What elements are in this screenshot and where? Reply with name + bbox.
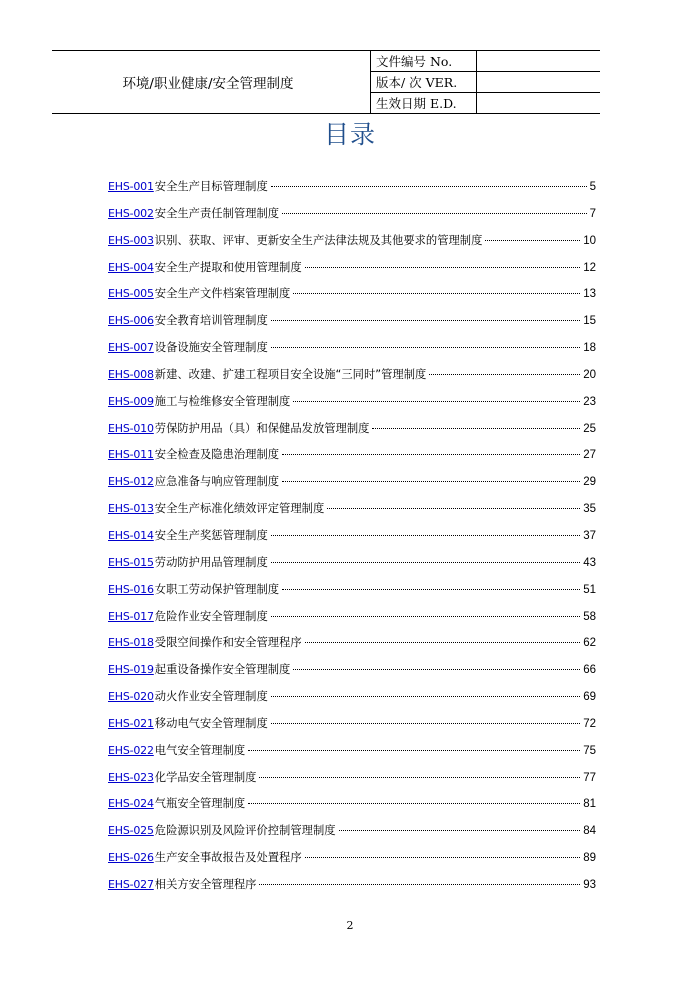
version-row xyxy=(371,72,600,93)
document-number-value xyxy=(477,51,600,71)
toc-dot-leader xyxy=(271,696,580,697)
toc-entry-page: 10 xyxy=(583,234,596,247)
toc-entry-code-link[interactable]: EHS-009 xyxy=(108,394,154,408)
toc-entry xyxy=(108,393,596,420)
toc-entry-title: 安全生产文件档案管理制度 xyxy=(154,287,291,301)
toc-dot-leader xyxy=(282,589,580,590)
toc-entry-title: 安全生产提取和使用管理制度 xyxy=(154,260,302,274)
toc-entry-code-link[interactable]: EHS-003 xyxy=(108,233,154,247)
toc-entry-page: 13 xyxy=(583,288,596,301)
toc-entry-title: 气瓶安全管理制度 xyxy=(154,797,246,811)
toc-dot-leader xyxy=(282,454,580,455)
toc-entry-title: 安全生产标准化绩效评定管理制度 xyxy=(154,502,325,516)
toc-entry-code-link[interactable]: EHS-023 xyxy=(108,770,154,784)
toc-entry-page: 27 xyxy=(583,449,596,462)
toc-entry-code-link[interactable]: EHS-012 xyxy=(108,475,154,489)
toc-entry-page: 66 xyxy=(583,664,596,677)
document-number-row xyxy=(371,51,600,72)
toc-entry-code-link[interactable]: EHS-010 xyxy=(108,421,154,435)
toc-entry-code-link[interactable]: EHS-006 xyxy=(108,314,154,328)
toc-dot-leader xyxy=(282,481,580,482)
toc-entry-page: 81 xyxy=(583,798,596,811)
toc-dot-leader xyxy=(293,401,580,402)
toc-entry-title: 设备设施安全管理制度 xyxy=(154,341,268,355)
toc-entry xyxy=(108,769,596,796)
document-info-table xyxy=(370,51,600,113)
toc-entry xyxy=(108,554,596,581)
toc-dot-leader xyxy=(339,830,581,831)
toc-entry-code-link[interactable]: EHS-018 xyxy=(108,636,154,650)
toc-entry-code-link[interactable]: EHS-024 xyxy=(108,797,154,811)
toc-entry xyxy=(108,661,596,688)
toc-entry xyxy=(108,608,596,635)
toc-entry xyxy=(108,795,596,822)
toc-entry-page: 77 xyxy=(583,771,596,784)
toc-entry-title: 动火作业安全管理制度 xyxy=(154,690,268,704)
toc-entry xyxy=(108,688,596,715)
toc-entry-code-link[interactable]: EHS-015 xyxy=(108,555,154,569)
toc-dot-leader xyxy=(271,723,580,724)
toc-dot-leader xyxy=(293,669,580,670)
toc-entry xyxy=(108,232,596,259)
toc-entry-page: 43 xyxy=(583,556,596,569)
toc-entry-title: 受限空间操作和安全管理程序 xyxy=(154,636,302,650)
toc-entry-page: 7 xyxy=(589,207,596,220)
toc-entry xyxy=(108,849,596,876)
toc-entry xyxy=(108,876,596,903)
toc-entry xyxy=(108,178,596,205)
toc-entry-page: 89 xyxy=(583,852,596,865)
toc-entry-page: 5 xyxy=(589,181,596,193)
toc-dot-leader xyxy=(282,213,587,214)
toc-entry-title: 安全生产责任制管理制度 xyxy=(154,206,280,220)
toc-entry-page: 35 xyxy=(583,503,596,516)
toc-entry-page: 75 xyxy=(583,744,596,757)
toc-entry-code-link[interactable]: EHS-021 xyxy=(108,716,154,730)
toc-dot-leader xyxy=(305,267,581,268)
toc-entry-code-link[interactable]: EHS-007 xyxy=(108,341,154,355)
toc-entry-page: 69 xyxy=(583,691,596,704)
toc-entry-title: 应急准备与响应管理制度 xyxy=(154,475,280,489)
toc-entry-code-link[interactable]: EHS-011 xyxy=(108,448,154,462)
toc-entry-title: 电气安全管理制度 xyxy=(154,743,246,757)
toc-entry-page: 12 xyxy=(583,261,596,274)
toc-dot-leader xyxy=(248,750,580,751)
toc-entry xyxy=(108,420,596,447)
toc-dot-leader xyxy=(259,777,580,778)
toc-entry-code-link[interactable]: EHS-014 xyxy=(108,528,154,542)
toc-entry-code-link[interactable]: EHS-019 xyxy=(108,663,154,677)
toc-entry-title: 移动电气安全管理制度 xyxy=(154,716,268,730)
toc-dot-leader xyxy=(271,347,580,348)
toc-entry xyxy=(108,285,596,312)
toc-entry-title: 安全生产目标管理制度 xyxy=(154,180,268,193)
toc-dot-leader xyxy=(248,803,580,804)
toc-entry-title: 新建、改建、扩建工程项目安全设施“三同时”管理制度 xyxy=(154,367,427,381)
toc-entry-title: 女职工劳动保护管理制度 xyxy=(154,582,280,596)
toc-dot-leader xyxy=(429,374,580,375)
toc-entry-code-link[interactable]: EHS-005 xyxy=(108,287,154,301)
toc-entry xyxy=(108,473,596,500)
page-number: 2 xyxy=(346,919,354,932)
toc-entry-title: 安全生产奖惩管理制度 xyxy=(154,528,268,542)
toc-dot-leader xyxy=(485,240,580,241)
toc-entry xyxy=(108,742,596,769)
toc-entry xyxy=(108,715,596,742)
toc-entry-code-link[interactable]: EHS-013 xyxy=(108,502,154,516)
toc-entry-title: 施工与检维修安全管理制度 xyxy=(154,394,291,408)
toc-heading: 目录 xyxy=(323,120,376,149)
version-label: 版本/ 次 VER. xyxy=(371,72,477,92)
toc-entry xyxy=(108,634,596,661)
toc-entry-title: 识别、获取、评审、更新安全生产法律法规及其他要求的管理制度 xyxy=(154,233,483,247)
toc-dot-leader xyxy=(305,857,581,858)
toc-entry-code-link[interactable]: EHS-008 xyxy=(108,367,154,381)
toc-dot-leader xyxy=(271,320,580,321)
toc-entry-title: 劳动防护用品管理制度 xyxy=(154,555,268,569)
toc-entry-page: 58 xyxy=(583,610,596,623)
toc-entry-title: 危险源识别及风险评价控制管理制度 xyxy=(154,824,336,838)
toc-entry-page: 20 xyxy=(583,368,596,381)
toc-dot-leader xyxy=(305,642,581,643)
toc-entry-title: 劳保防护用品（具）和保健品发放管理制度 xyxy=(154,421,370,435)
toc-dot-leader xyxy=(271,562,580,563)
toc-entry-code-link[interactable]: EHS-022 xyxy=(108,743,154,757)
toc-dot-leader xyxy=(271,535,580,536)
toc-entry-page: 29 xyxy=(583,476,596,489)
toc-entry xyxy=(108,446,596,473)
toc-entry-page: 25 xyxy=(583,422,596,435)
toc-dot-leader xyxy=(293,293,580,294)
effective-date-value xyxy=(477,93,600,113)
toc-entry xyxy=(108,366,596,393)
toc-entry-page: 37 xyxy=(583,529,596,542)
toc-entry xyxy=(108,312,596,339)
toc-entry-code-link[interactable]: EHS-016 xyxy=(108,582,154,596)
toc-entry-code-link[interactable]: EHS-020 xyxy=(108,690,154,704)
toc-entry-code-link[interactable]: EHS-004 xyxy=(108,260,154,274)
toc-entry-page: 84 xyxy=(583,825,596,838)
toc-entry-title: 危险作业安全管理制度 xyxy=(154,609,268,623)
toc-entry-code-link[interactable]: EHS-026 xyxy=(108,851,154,865)
toc-entry xyxy=(108,339,596,366)
toc-entry-code-link[interactable]: EHS-001 xyxy=(108,180,154,193)
toc-entry-page: 62 xyxy=(583,637,596,650)
toc-dot-leader xyxy=(271,616,580,617)
toc-entry xyxy=(108,527,596,554)
header-title: 环境/职业健康/安全管理制度 xyxy=(122,76,294,92)
toc-entry-code-link[interactable]: EHS-002 xyxy=(108,206,154,220)
document-header xyxy=(52,50,600,114)
effective-date-row xyxy=(371,93,600,113)
toc-dot-leader xyxy=(327,508,580,509)
toc-dot-leader xyxy=(271,186,587,187)
toc-entry-title: 生产安全事故报告及处置程序 xyxy=(154,851,302,865)
toc-entry-page: 72 xyxy=(583,717,596,730)
toc-entry-title: 安全检查及隐患治理制度 xyxy=(154,448,280,462)
toc-entry xyxy=(108,581,596,608)
toc-dot-leader xyxy=(259,884,580,885)
toc-entry-title: 起重设备操作安全管理制度 xyxy=(154,663,291,677)
toc-entry-code-link[interactable]: EHS-027 xyxy=(108,877,154,891)
table-of-contents xyxy=(108,178,596,903)
toc-entry xyxy=(108,205,596,232)
toc-entry xyxy=(108,822,596,849)
toc-entry xyxy=(108,500,596,527)
toc-entry-page: 18 xyxy=(583,342,596,355)
toc-entry-page: 23 xyxy=(583,395,596,408)
toc-entry-code-link[interactable]: EHS-025 xyxy=(108,824,154,838)
toc-dot-leader xyxy=(372,428,580,429)
toc-entry-title: 安全教育培训管理制度 xyxy=(154,314,268,328)
version-value xyxy=(477,72,600,92)
toc-entry xyxy=(108,259,596,286)
document-number-label: 文件编号 No. xyxy=(371,51,477,71)
toc-entry-page: 15 xyxy=(583,315,596,328)
effective-date-label: 生效日期 E.D. xyxy=(371,93,477,113)
toc-entry-title: 化学品安全管理制度 xyxy=(154,770,257,784)
toc-entry-page: 93 xyxy=(583,878,596,891)
toc-entry-code-link[interactable]: EHS-017 xyxy=(108,609,154,623)
toc-entry-title: 相关方安全管理程序 xyxy=(154,877,257,891)
toc-entry-page: 51 xyxy=(583,583,596,596)
